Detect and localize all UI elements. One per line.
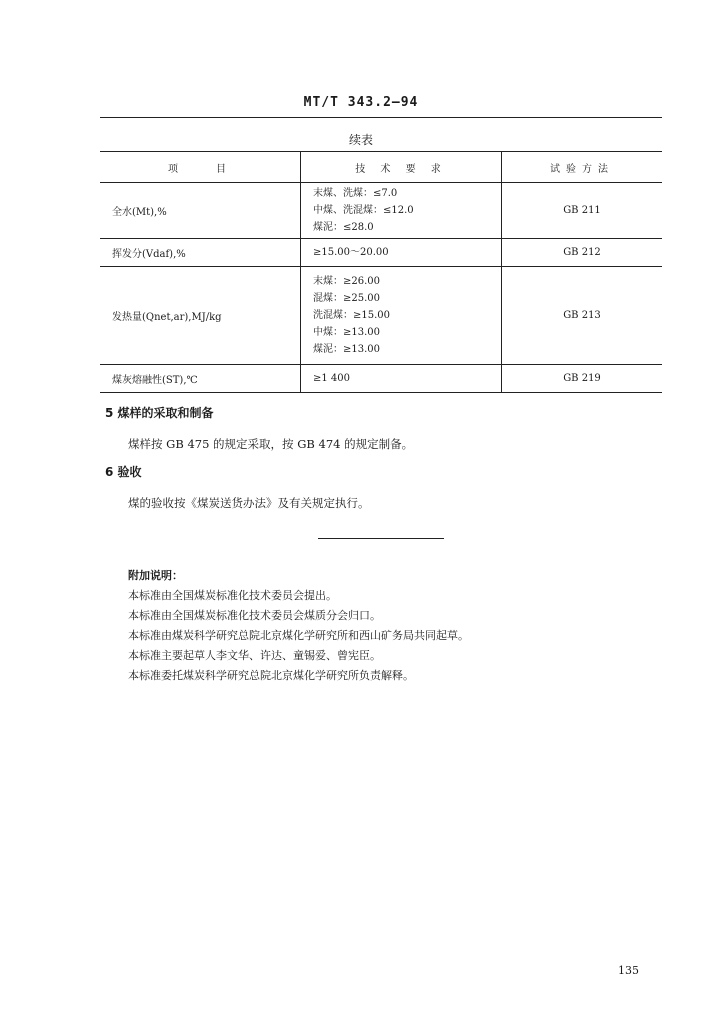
section-5-body: 煤样按 GB 475 的规定采取，按 GB 474 的规定制备。 xyxy=(128,437,414,451)
requirement-line: 煤泥：≤28.0 xyxy=(313,222,374,233)
row-method: GB 212 xyxy=(502,239,663,267)
requirement-line: ≥15.00～20.00 xyxy=(313,247,389,258)
row-item: 挥发分(Vdaf),% xyxy=(100,239,301,267)
column-header-requirement: 技 术 要 求 xyxy=(301,152,502,183)
table-continued-label: 续表 xyxy=(348,133,373,147)
requirement-line: 洗混煤：≥15.00 xyxy=(313,310,391,321)
row-requirements xyxy=(301,365,502,393)
requirement-line: 煤泥：≥13.00 xyxy=(313,344,381,355)
row-requirements xyxy=(301,267,502,365)
section-5-title: 5 煤样的采取和制备 xyxy=(105,406,214,420)
row-method: GB 213 xyxy=(502,267,663,365)
row-method: GB 219 xyxy=(502,365,663,393)
table-row xyxy=(100,183,662,239)
column-header-method: 试验方法 xyxy=(502,152,663,183)
requirement-line: ≥1 400 xyxy=(313,373,351,384)
table-row xyxy=(100,239,662,267)
notes-title: 附加说明： xyxy=(128,569,183,582)
requirement-line: 末煤：≥26.00 xyxy=(313,276,381,287)
section-6-body: 煤的验收按《煤炭送货办法》及有关规定执行。 xyxy=(128,496,370,510)
page-number: 135 xyxy=(618,964,639,977)
note-line: 本标准由全国煤炭标准化技术委员会煤质分会归口。 xyxy=(128,609,381,622)
table-row xyxy=(100,267,662,365)
note-line: 本标准由全国煤炭标准化技术委员会提出。 xyxy=(128,589,337,602)
note-line: 本标准委托煤炭科学研究总院北京煤化学研究所负责解释。 xyxy=(128,669,414,682)
note-line: 本标准主要起草人李文华、许达、童锡爱、曾宪臣。 xyxy=(128,649,381,662)
table-row xyxy=(100,365,662,393)
row-requirements xyxy=(301,239,502,267)
requirement-line: 混煤：≥25.00 xyxy=(313,293,381,304)
specification-table xyxy=(100,151,662,393)
requirement-line: 末煤、洗煤：≤7.0 xyxy=(313,188,398,199)
row-item: 全水(Mt),% xyxy=(100,183,301,239)
row-requirements xyxy=(301,183,502,239)
row-method: GB 211 xyxy=(502,183,663,239)
header-rule xyxy=(100,117,662,118)
column-header-item: 项 目 xyxy=(100,152,301,183)
row-item: 发热量(Qnet,ar),MJ/kg xyxy=(100,267,301,365)
table-header-row xyxy=(100,152,662,183)
section-6-title: 6 验收 xyxy=(105,465,142,479)
end-rule xyxy=(318,538,444,539)
note-line: 本标准由煤炭科学研究总院北京煤化学研究所和西山矿务局共同起草。 xyxy=(128,629,469,642)
row-item: 煤灰熔融性(ST),℃ xyxy=(100,365,301,393)
requirement-line: 中煤、洗混煤：≤12.0 xyxy=(313,205,414,216)
additional-notes xyxy=(128,566,469,686)
requirement-line: 中煤：≥13.00 xyxy=(313,327,381,338)
standard-code-header: MT/T 343.2—94 xyxy=(303,95,419,110)
